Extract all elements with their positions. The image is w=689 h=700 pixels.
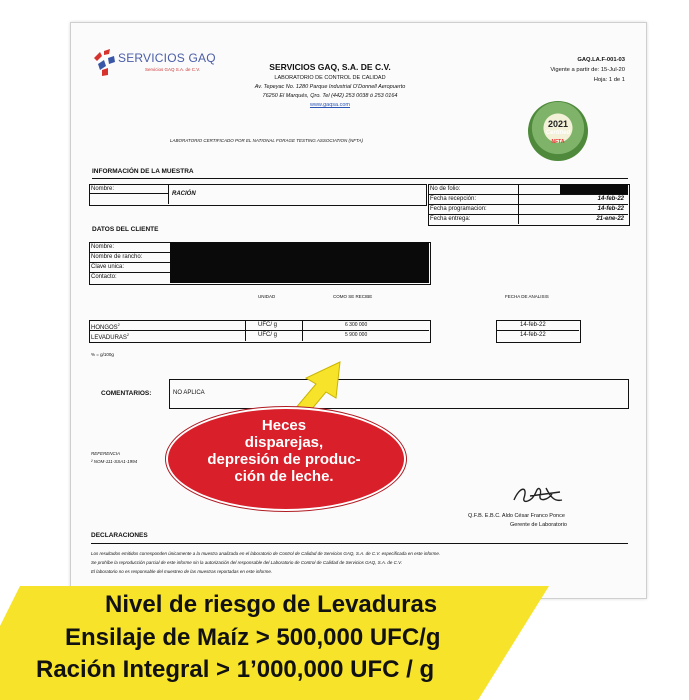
sample-name-label: Nombre: — [91, 186, 115, 192]
result-unit-1: UFC/ g — [258, 322, 278, 328]
folio-label: No de folio: — [430, 186, 461, 192]
doc-code: GAQ.LA.F-001-03 — [577, 57, 625, 63]
doc-hoja: Hoja: 1 de 1 — [593, 77, 625, 83]
client-row-4: Contacto: — [91, 274, 117, 280]
callout-line-4: ción de leche. — [234, 468, 334, 485]
callout-line-3: depresión de produc- — [207, 451, 361, 468]
badge-year: 2021 — [547, 119, 569, 129]
result-date-2: 14-feb-22 — [520, 332, 546, 338]
result-name-1: HONGOS$^2$ — [91, 322, 120, 331]
signatory-role: Gerente de Laboratorio — [510, 522, 567, 528]
badge-label: Certified — [545, 130, 571, 136]
sample-name-value: RACIÓN — [172, 191, 196, 197]
address-line-1: Av. Tepeyac No. 1280 Parque Industrial O'Donnell Aeropuerto — [254, 84, 406, 90]
signature-icon — [510, 482, 566, 508]
badge-org: NFTA — [551, 139, 565, 145]
delivery-value: 21-ene-22 — [596, 216, 624, 222]
reference-item: ² NOM-111-SSA1-1994 — [91, 459, 138, 464]
company-name: SERVICIOS GAQ, S.A. DE C.V. — [269, 62, 391, 72]
callout-text — [166, 417, 402, 485]
reception-value: 14-feb-22 — [597, 196, 624, 202]
nfta-certified-badge — [528, 101, 588, 161]
result-date-1: 14-feb-22 — [520, 322, 546, 328]
banner-line-3: Ración Integral > 1’000,000 UFC / g — [36, 656, 435, 683]
col-unidad: UNIDAD — [258, 294, 276, 299]
comments-label: COMENTARIOS: — [101, 390, 152, 397]
result-name-2: LEVADURAS$^2$ — [91, 332, 130, 341]
reception-label: Fecha recepción: — [430, 196, 477, 202]
logo-text: SERVICIOS GAQ — [118, 51, 216, 65]
banner-line-2: Ensilaje de Maíz > 500,000 UFC/g — [65, 624, 441, 651]
folio-redaction — [560, 184, 628, 194]
certification-line: LABORATORIO CERTIFICADO POR EL NATIONAL FORAGE TESTING ASSOCIATION (NFTA) — [170, 138, 363, 143]
sample-name-box — [89, 184, 427, 206]
client-row-1: Nombre: — [91, 244, 115, 250]
lab-name: LABORATORIO DE CONTROL DE CALIDAD — [274, 75, 386, 81]
website-link[interactable]: www.gaqsa.com — [309, 102, 351, 108]
logo-subtext: Servicios GAQ S.A. de C.V. — [145, 67, 201, 72]
callout-line-1: Heces — [261, 417, 307, 434]
program-value: 14-feb-22 — [597, 206, 624, 212]
declaration-line-1: Los resultados emitidos corresponden únicamente a la muestra analizada en el laboratorio de Control de Calidad de Servicios GAQ, S.A. de C.V. especificada en este informe. — [91, 551, 441, 556]
client-section-title: DATOS DEL CLIENTE — [92, 226, 159, 233]
client-row-3: Clave unica: — [91, 264, 125, 270]
comments-box — [169, 379, 629, 409]
result-unit-2: UFC/ g — [258, 332, 278, 338]
comments-value: NO APLICA — [173, 390, 205, 396]
callout-line-2: disparejas, — [244, 434, 324, 451]
col-como-se-recibe: COMO SE RECIBE — [333, 294, 373, 299]
delivery-label: Fecha entrega: — [430, 216, 471, 222]
declaration-line-2: Se prohíbe la reproducción parcial de este informe sin la autorización del responsable del Laboratorio de Control de Calidad de Servicios GAQ, S.A. de C.V. — [91, 560, 403, 565]
client-redaction — [170, 242, 429, 283]
result-value-2: 5 900 000 — [345, 332, 368, 338]
client-row-2: Nombre de rancho: — [91, 254, 143, 260]
address-line-2: 76250 El Marqués, Qro. Tel (442) 253 0038 ó 253 0164 — [262, 93, 398, 99]
signatory-name: Q.F.B. E.B.C. Aldo César Franco Ponce — [468, 513, 565, 519]
results-footnote: % = g/100g — [91, 352, 114, 357]
program-label: Fecha programacion: — [430, 206, 487, 212]
result-value-1: 6 300 000 — [345, 322, 368, 328]
declaration-line-3: El laboratorio no es responsable del muestreo de las muestras reportadas en este informe. — [91, 569, 273, 574]
sample-section-title: INFORMACIÓN DE LA MUESTRA — [92, 168, 194, 175]
declarations-title: DECLARACIONES — [91, 532, 148, 539]
doc-vigente: Vigente a partir de: 15-Jul-20 — [550, 67, 625, 73]
reference-title: REFERENCIA — [91, 451, 121, 456]
banner-line-1: Nivel de riesgo de Levaduras — [105, 591, 438, 618]
col-fecha-analisis: FECHA DE ANALISIS — [505, 294, 549, 299]
